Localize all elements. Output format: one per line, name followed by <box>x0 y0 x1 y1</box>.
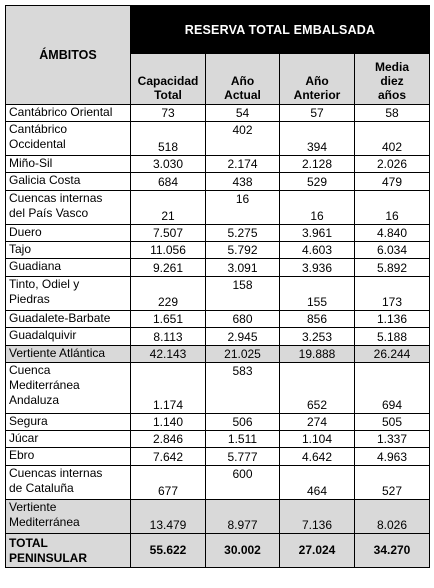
ano-anterior-cell: 464 <box>280 466 355 500</box>
header-media-diez-anos <box>355 54 430 105</box>
capacidad-total-cell: 1.651 <box>131 311 206 328</box>
header-line: Año <box>230 74 255 88</box>
capacidad-total-cell: 677 <box>131 466 206 500</box>
capacidad-total-cell: 3.030 <box>131 156 206 173</box>
header-line: años <box>377 88 406 102</box>
ambito-name <box>6 259 131 277</box>
ano-actual-cell: 2.174 <box>206 156 280 173</box>
capacidad-total-cell: 13.479 <box>131 500 206 534</box>
capacidad-total-cell: 21 <box>131 191 206 225</box>
ano-anterior-cell: 3.936 <box>280 259 355 277</box>
ambito-name <box>6 363 131 414</box>
header-ambitos: ÁMBITOS <box>6 6 131 105</box>
table-row <box>6 105 430 122</box>
media-diez-anos-cell: 1.136 <box>355 311 430 328</box>
ano-anterior-cell: 7.136 <box>280 500 355 534</box>
table-row <box>6 242 430 259</box>
ano-anterior-cell: 274 <box>280 414 355 431</box>
ambito-name <box>6 105 131 122</box>
ambito-name-line: Cantábrico Oriental <box>9 105 113 119</box>
ano-actual-cell: 600 <box>206 466 280 500</box>
ambito-name-line: Segura <box>9 414 48 428</box>
ano-actual-cell: 5.792 <box>206 242 280 259</box>
table-row <box>6 448 430 466</box>
media-diez-anos-cell: 4.963 <box>355 448 430 466</box>
media-diez-anos-cell: 5.188 <box>355 328 430 346</box>
capacidad-total-cell: 7.642 <box>131 448 206 466</box>
header-line: Total <box>154 88 182 102</box>
capacidad-total-cell: 229 <box>131 277 206 311</box>
header-group-title: RESERVA TOTAL EMBALSADA <box>131 6 430 54</box>
header-ano-actual <box>206 54 280 105</box>
ano-actual-cell: 5.275 <box>206 225 280 242</box>
table-row <box>6 122 430 156</box>
ambito-name <box>6 500 131 534</box>
ambito-name-line: Vertiente <box>9 500 57 514</box>
header-capacidad-total <box>131 54 206 105</box>
ano-actual-cell: 21.025 <box>206 346 280 363</box>
ambito-name <box>6 191 131 225</box>
ambito-name-line: Galicia Costa <box>9 173 81 187</box>
header-line: diez <box>380 74 404 88</box>
header-line: Anterior <box>293 88 341 102</box>
ambito-name-line: Miño-Sil <box>9 156 53 170</box>
subtotal-row <box>6 500 430 534</box>
ambito-name <box>6 277 131 311</box>
table-row <box>6 328 430 346</box>
ano-anterior-cell: 155 <box>280 277 355 311</box>
ambito-name-line: Cuenca <box>9 363 51 377</box>
media-diez-anos-cell: 527 <box>355 466 430 500</box>
media-diez-anos-cell: 479 <box>355 173 430 191</box>
capacidad-total-cell: 1.174 <box>131 363 206 414</box>
ambito-name-line: Cuencas internas <box>9 466 103 480</box>
table-row <box>6 191 430 225</box>
table-row <box>6 414 430 431</box>
ambito-name-line: Júcar <box>9 431 39 445</box>
header-line: Año <box>305 74 329 88</box>
ambito-name-line: Ebro <box>9 448 35 462</box>
ambito-name-line: Tajo <box>9 242 32 256</box>
ambito-name-line: PENINSULAR <box>9 550 88 565</box>
ano-actual-cell: 402 <box>206 122 280 156</box>
ambito-name-line: Tinto, Odiel y <box>9 277 80 291</box>
table-row <box>6 277 430 311</box>
ano-anterior-cell: 4.642 <box>280 448 355 466</box>
ano-actual-cell: 3.091 <box>206 259 280 277</box>
ambito-name-line: Cuencas internas <box>9 191 103 205</box>
ambito-name <box>6 173 131 191</box>
table-header <box>6 6 430 105</box>
ambito-name <box>6 414 131 431</box>
ano-actual-cell: 16 <box>206 191 280 225</box>
media-diez-anos-cell: 58 <box>355 105 430 122</box>
ano-actual-cell: 680 <box>206 311 280 328</box>
media-diez-anos-cell: 16 <box>355 191 430 225</box>
media-diez-anos-cell: 1.337 <box>355 431 430 448</box>
table-row <box>6 431 430 448</box>
ambito-name-line: Mediterránea <box>9 378 80 392</box>
ano-anterior-cell: 856 <box>280 311 355 328</box>
media-diez-anos-cell: 6.034 <box>355 242 430 259</box>
ano-anterior-cell: 57 <box>280 105 355 122</box>
header-line: Actual <box>224 88 261 102</box>
ambito-name-line: del País Vasco <box>9 206 89 220</box>
ano-actual-cell: 158 <box>206 277 280 311</box>
capacidad-total-cell: 11.056 <box>131 242 206 259</box>
ano-anterior-cell: 529 <box>280 173 355 191</box>
ambito-name <box>6 242 131 259</box>
ambito-name <box>6 534 131 568</box>
table-row <box>6 156 430 173</box>
media-diez-anos-cell: 4.840 <box>355 225 430 242</box>
capacidad-total-cell: 1.140 <box>131 414 206 431</box>
ano-actual-cell: 30.002 <box>206 534 280 568</box>
capacidad-total-cell: 684 <box>131 173 206 191</box>
ano-anterior-cell: 1.104 <box>280 431 355 448</box>
ano-anterior-cell: 2.128 <box>280 156 355 173</box>
ano-anterior-cell: 27.024 <box>280 534 355 568</box>
ambito-name-line: Mediterránea <box>9 515 80 529</box>
ano-actual-cell: 583 <box>206 363 280 414</box>
media-diez-anos-cell: 5.892 <box>355 259 430 277</box>
ambito-name <box>6 346 131 363</box>
ano-anterior-cell: 652 <box>280 363 355 414</box>
ambito-name-line: Guadalete-Barbate <box>9 311 111 325</box>
header-line: Capacidad <box>137 74 199 88</box>
media-diez-anos-cell: 26.244 <box>355 346 430 363</box>
capacidad-total-cell: 9.261 <box>131 259 206 277</box>
header-ano-anterior <box>280 54 355 105</box>
table-row <box>6 173 430 191</box>
media-diez-anos-cell: 8.026 <box>355 500 430 534</box>
table-row <box>6 259 430 277</box>
ambito-name-line: Guadalquivir <box>9 328 77 342</box>
table-body <box>6 105 430 568</box>
table-row <box>6 225 430 242</box>
ano-actual-cell: 54 <box>206 105 280 122</box>
total-row <box>6 534 430 568</box>
ano-actual-cell: 438 <box>206 173 280 191</box>
media-diez-anos-cell: 34.270 <box>355 534 430 568</box>
ano-anterior-cell: 4.603 <box>280 242 355 259</box>
ambito-name <box>6 431 131 448</box>
capacidad-total-cell: 7.507 <box>131 225 206 242</box>
header-line: Media <box>374 60 409 74</box>
ambito-name-line: Guadiana <box>9 259 62 273</box>
ambito-name <box>6 448 131 466</box>
capacidad-total-cell: 42.143 <box>131 346 206 363</box>
ambito-name-line: Piedras <box>9 292 50 306</box>
capacidad-total-cell: 73 <box>131 105 206 122</box>
ano-actual-cell: 1.511 <box>206 431 280 448</box>
ambito-name-line: Andaluza <box>9 393 60 407</box>
table-row <box>6 466 430 500</box>
ambito-name <box>6 122 131 156</box>
capacidad-total-cell: 518 <box>131 122 206 156</box>
capacidad-total-cell: 55.622 <box>131 534 206 568</box>
ano-anterior-cell: 3.961 <box>280 225 355 242</box>
subtotal-row <box>6 346 430 363</box>
table-row <box>6 311 430 328</box>
ano-actual-cell: 8.977 <box>206 500 280 534</box>
capacidad-total-cell: 8.113 <box>131 328 206 346</box>
media-diez-anos-cell: 505 <box>355 414 430 431</box>
ano-actual-cell: 5.777 <box>206 448 280 466</box>
reservoir-table-container <box>5 5 429 583</box>
media-diez-anos-cell: 2.026 <box>355 156 430 173</box>
media-diez-anos-cell: 694 <box>355 363 430 414</box>
media-diez-anos-cell: 173 <box>355 277 430 311</box>
media-diez-anos-cell: 402 <box>355 122 430 156</box>
capacidad-total-cell: 2.846 <box>131 431 206 448</box>
ambito-name-line: Vertiente Atlántica <box>9 346 106 360</box>
ano-anterior-cell: 394 <box>280 122 355 156</box>
ano-anterior-cell: 3.253 <box>280 328 355 346</box>
ambito-name <box>6 328 131 346</box>
ambito-name <box>6 156 131 173</box>
ambito-name <box>6 311 131 328</box>
ano-anterior-cell: 16 <box>280 191 355 225</box>
ambito-name <box>6 466 131 500</box>
ambito-name-line: Occidental <box>9 137 66 151</box>
ambito-name-line: TOTAL <box>9 535 48 550</box>
ano-actual-cell: 506 <box>206 414 280 431</box>
ano-anterior-cell: 19.888 <box>280 346 355 363</box>
ano-actual-cell: 2.945 <box>206 328 280 346</box>
reservoir-table <box>5 5 430 568</box>
ambito-name-line: Duero <box>9 225 42 239</box>
ambito-name-line: de Cataluña <box>9 481 74 495</box>
ambito-name-line: Cantábrico <box>9 122 68 136</box>
table-row <box>6 363 430 414</box>
ambito-name <box>6 225 131 242</box>
